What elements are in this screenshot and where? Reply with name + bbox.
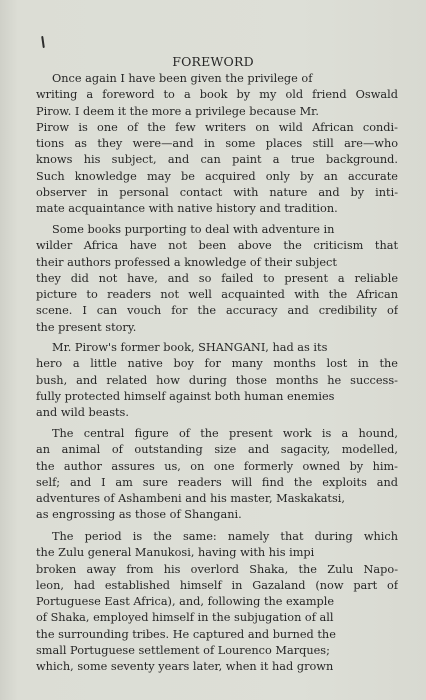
text-line: Pirow is one of the few writers on wild African condi-: [36, 120, 398, 134]
text-line: Some books purporting to deal with adventure in: [52, 223, 335, 236]
text-line: observer in personal contact with nature and by inti-: [36, 186, 398, 200]
text-line: Pirow. I deem it the more a privilege because Mr.: [36, 104, 319, 118]
text-line: knows his subject, and can paint a true background.: [36, 153, 398, 167]
text-line: small Portuguese settlement of Lourenco Marques;: [36, 644, 330, 658]
paragraph-2: [36, 222, 398, 336]
text-line: the Zulu general Manukosi, having with his impi: [36, 546, 315, 560]
text-line: of Shaka, employed himself in the subjugation of all: [36, 611, 334, 625]
text-line: Once again I have been given the privilege of: [52, 72, 313, 85]
text-line: the surrounding tribes. He captured and burned the: [36, 627, 336, 641]
text-line: scene. I can vouch for the accuracy and credibility of: [36, 304, 398, 318]
paragraph-5: [36, 529, 398, 676]
text-line: Portuguese East Africa), and, following the example: [36, 595, 335, 609]
text-line: fully protected himself against both human enemies: [36, 389, 335, 403]
text-line: The period is the same: namely that during which: [52, 530, 398, 543]
page-heading: FOREWORD: [172, 54, 254, 69]
text-line: the author assures us, on one formerly owned by him-: [36, 459, 398, 473]
text-line: bush, and related how during those months he success-: [36, 373, 398, 387]
text-line: tions as they were—and in some places still are—who: [36, 137, 398, 151]
text-line: as engrossing as those of Shangani.: [36, 508, 242, 522]
text-line: leon, had established himself in Gazaland (now part of: [36, 578, 398, 592]
text-line: mate acquaintance with native history and tradition.: [36, 202, 338, 216]
text-line: an animal of outstanding size and sagacity, modelled,: [36, 443, 398, 457]
text-line: picture to readers not well acquainted with the African: [36, 288, 398, 302]
text-line: which, some seventy years later, when it had grown: [36, 660, 334, 674]
text-line: Such knowledge may be acquired only by an accurate: [36, 169, 398, 183]
paragraph-4: [36, 426, 398, 524]
paragraph-3: [36, 340, 398, 421]
text-line: and wild beasts.: [36, 406, 129, 420]
text-line: hero a little native boy for many months lost in the: [36, 357, 398, 371]
text-line: The central figure of the present work is a hound,: [52, 427, 398, 440]
text-line: adventures of Ashambeni and his master, Maskakatsi,: [36, 492, 345, 506]
text-line: writing a foreword to a book by my old friend Oswald: [36, 88, 398, 102]
text-line: broken away from his overlord Shaka, the Zulu Napo-: [36, 562, 398, 576]
paragraph-1: [36, 71, 398, 218]
margin-mark: [41, 36, 45, 48]
text-line: the present story.: [36, 320, 137, 334]
text-line: self; and I am sure readers will find the exploits and: [36, 475, 398, 489]
text-line: wilder Africa have not been above the criticism that: [36, 239, 398, 253]
text-line: they did not have, and so failed to present a reliable: [36, 271, 398, 285]
text-line: Mr. Pirow's former book, SHANGANI, had as its: [52, 341, 328, 354]
text-line: their authors professed a knowledge of their subject: [36, 255, 337, 269]
